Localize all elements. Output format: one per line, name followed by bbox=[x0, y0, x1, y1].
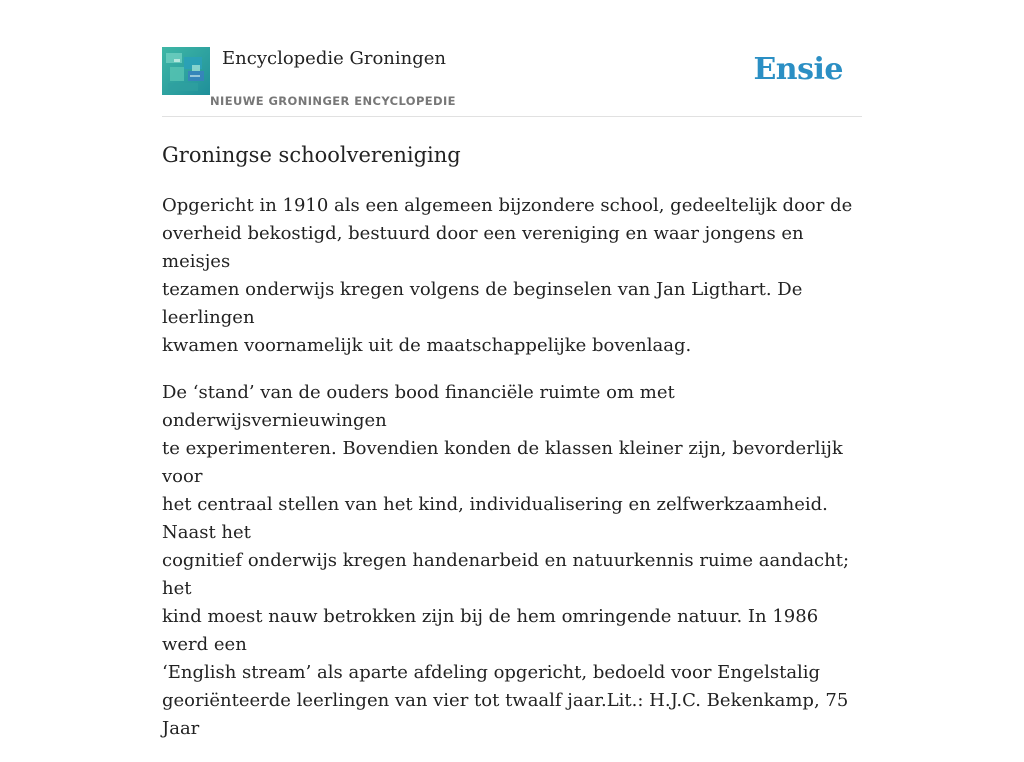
ensie-brand-logo[interactable]: Ensie bbox=[753, 52, 843, 87]
groningen-collage-logo-icon[interactable] bbox=[162, 47, 210, 95]
entry-paragraph-1: Opgericht in 1910 als een algemeen bijzondere school, gedeeltelijk door de overheid bekostigd, bestuurd door een vereniging en waar jongens en meisjes tezamen onderwijs kregen volgens de beginselen van Jan Ligthart. De leerlingen kwamen voornamelijk uit de maatschappelijke bovenlaag. bbox=[162, 195, 853, 356]
entry-card bbox=[162, 0, 862, 739]
entry-title: Groningse schoolvereniging bbox=[162, 143, 461, 167]
entry-body bbox=[162, 192, 862, 762]
entry-header bbox=[162, 0, 862, 117]
logo-graphic bbox=[162, 47, 210, 95]
source-subtitle: NIEUWE GRONINGER ENCYCLOPEDIE bbox=[210, 94, 456, 108]
source-title[interactable]: Encyclopedie Groningen bbox=[222, 48, 447, 69]
entry-paragraph-2: De ‘stand’ van de ouders bood financiële ruimte om met onderwijsvernieuwingen te experimenteren. Bovendien konden de klassen kleiner zijn, bevorderlijk voor het centraal stellen van het kind, individualisering en zelfwerkzaamheid. Naast het cognitief onderwijs kregen handenarbeid en natuurkennis ruime aandacht; het kind moest nauw betrokken zijn bij de hem omringende natuur. In 1986 werd een ‘English stream’ als aparte afdeling opgericht, bedoeld voor Engelstalig georiënteerde leerlingen van vier tot twaalf jaar.Lit.: H.J.C. Bekenkamp, 75 Jaar bbox=[162, 382, 850, 739]
